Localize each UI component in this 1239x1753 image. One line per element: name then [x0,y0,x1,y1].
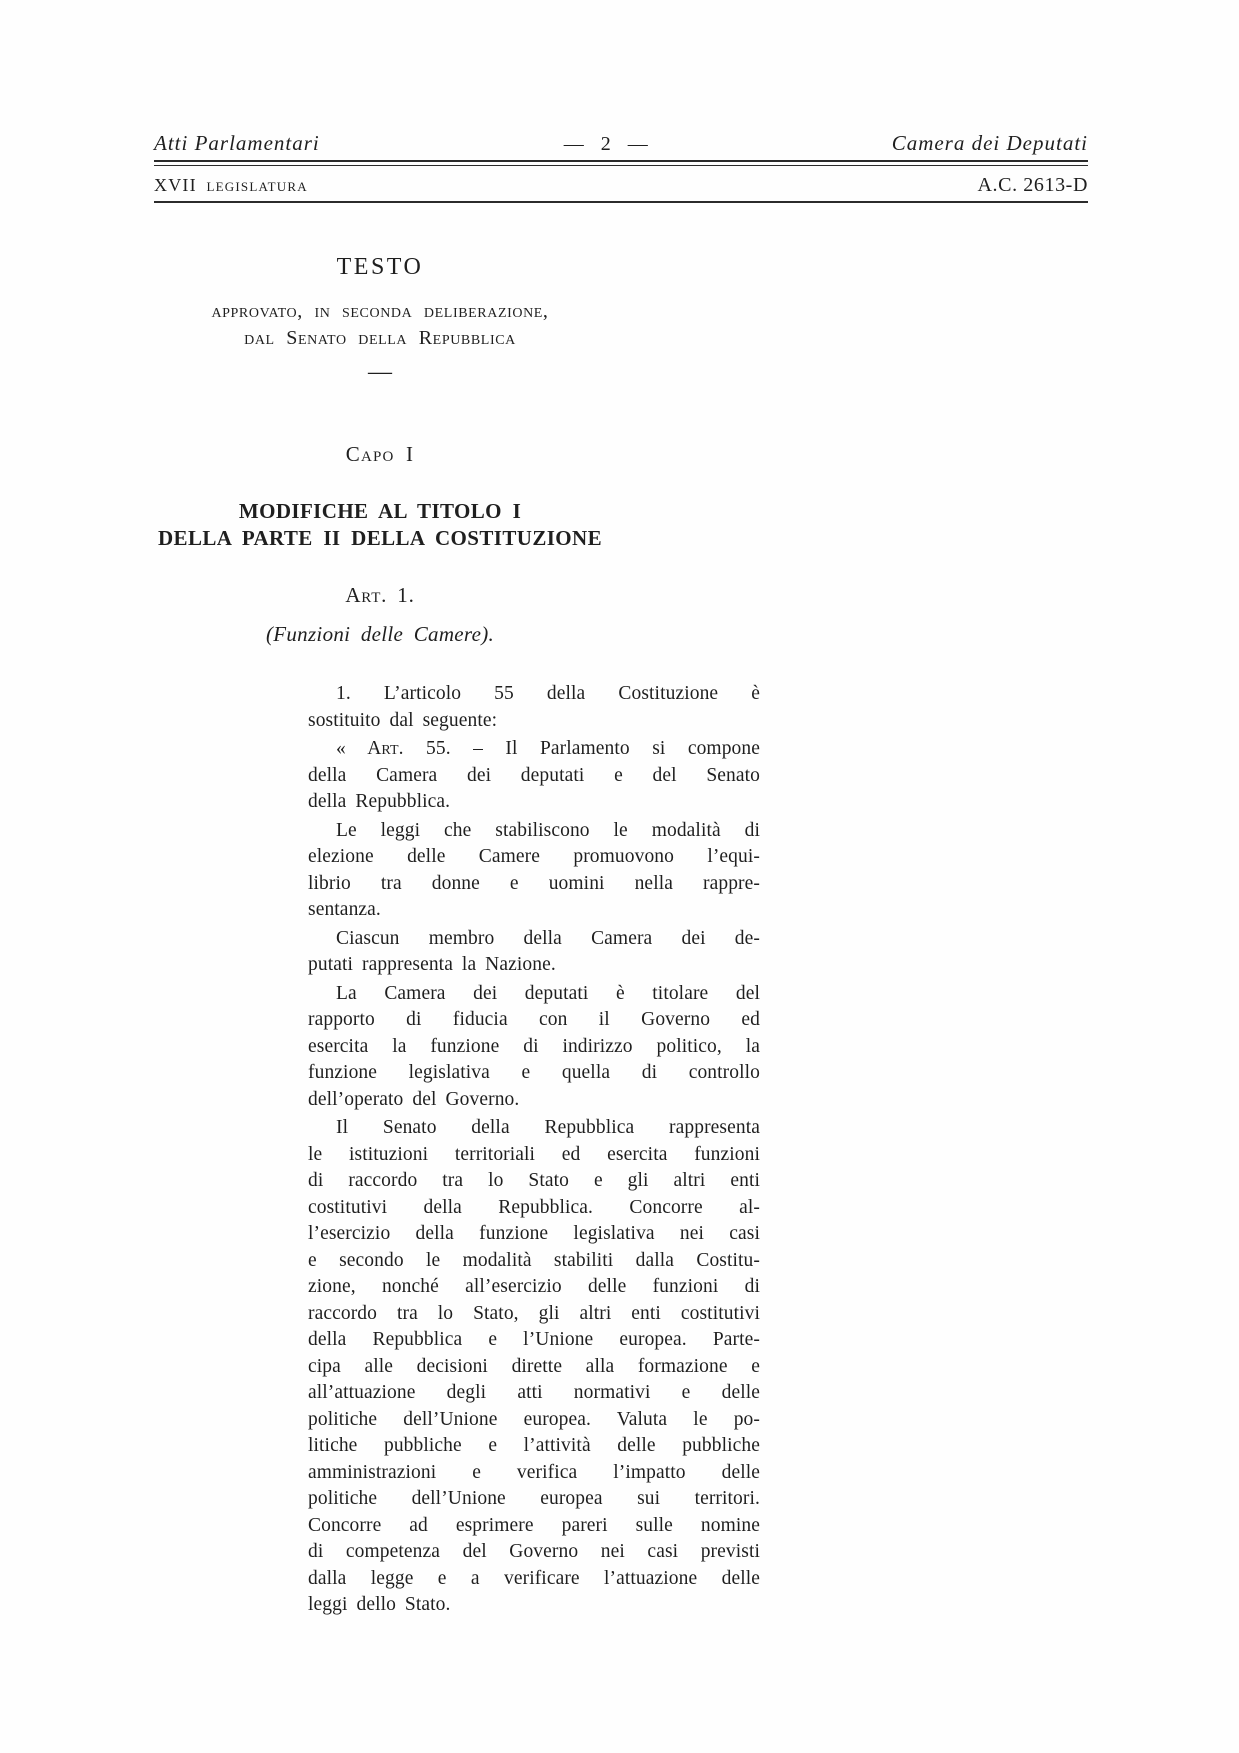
body-line: litiche pubbliche e l’attività delle pubbliche [308,1435,760,1456]
paragraph [308,981,760,1114]
article-subject: (Funzioni delle Camere). [265,622,495,646]
page-number-dash-left: — [563,133,584,155]
body-line: cipa alle decisioni dirette alla formazione e [308,1355,760,1377]
body-line: putati rappresenta la Nazione. [308,954,556,975]
testo-heading: TESTO [336,254,424,280]
paragraph [308,818,760,924]
body-line: all’attuazione degli atti normativi e delle [308,1382,760,1403]
header-single-rule [154,201,1088,203]
body-line: di raccordo tra lo Stato e gli altri enti [308,1170,760,1191]
page-header [154,131,1088,156]
body-line: La Camera dei deputati è titolare del [336,982,760,1004]
body-line: esercita la funzione di indirizzo politico, la [308,1035,760,1057]
body-line [308,736,760,763]
chapter-title-line-2: DELLA PARTE II DELLA COSTITUZIONE [157,526,603,550]
header-left-title: Atti Parlamentari [154,131,320,155]
body-line: e secondo le modalità stabiliti dalla Costitu- [308,1249,760,1271]
body-line: leggi dello Stato. [308,1594,451,1615]
smallcaps-text: « Art. 55. [336,738,451,759]
paragraph [308,1115,760,1619]
paragraph [308,736,760,816]
article-heading: Art. 1. [345,583,415,607]
page-number-dash-right: — [627,133,648,155]
body-line: Concorre ad esprimere pareri sulle nomine [308,1514,760,1536]
paragraph [308,926,760,979]
body-line: della Camera dei deputati e del Senato [308,764,760,786]
body-line: Il Senato della Repubblica rappresenta [336,1117,760,1138]
header-right-title: Camera dei Deputati [891,131,1088,155]
body-line: funzione legislativa e quella di controllo [308,1062,760,1083]
body-text-segment: – Il Parlamento si compone [450,738,761,759]
body-line: l’esercizio della funzione legislativa nei casi [308,1223,760,1244]
chapter-heading: Capo I [345,442,415,466]
chapter-title [154,498,606,552]
body-text [308,681,760,1621]
page-number: 2 [600,133,611,155]
body-line: di competenza del Governo nei casi previsti [308,1541,760,1562]
body-line: raccordo tra lo Stato, gli altri enti costitutivi [308,1302,760,1324]
body-line: rapporto di fiducia con il Governo ed [308,1009,760,1030]
body-line: elezione delle Camere promuovono l’equi- [308,846,760,867]
body-line: della Repubblica. [308,791,451,812]
chapter-title-line-1: MODIFICHE AL TITOLO I [238,499,522,523]
approval-line-1: approvato, in seconda deliberazione, [211,300,549,322]
body-line: 1. L’articolo 55 della Costituzione è [336,683,760,704]
page-subheader [154,174,1088,197]
body-line: dalla legge e a verificare l’attuazione delle [308,1567,760,1589]
section-divider-dash: — [368,359,392,385]
body-line: dell’operato del Governo. [308,1088,520,1110]
body-line: Le leggi che stabiliscono le modalità di [336,819,760,841]
body-line: della Repubblica e l’Unione europea. Parte- [308,1329,760,1350]
body-line: costitutivi della Repubblica. Concorre al- [308,1196,760,1218]
body-line: politiche dell’Unione europea. Valuta le po- [308,1408,760,1430]
approval-line-2: dal Senato della Repubblica [244,327,516,349]
body-line: sostituito dal seguente: [308,709,498,731]
body-line: Ciascun membro della Camera dei de- [336,927,760,949]
page-number-block [564,133,648,156]
body-line: politiche dell’Unione europea sui territori. [308,1488,760,1509]
header-double-rule [154,160,1088,166]
body-line: le istituzioni territoriali ed esercita funzioni [308,1143,760,1165]
legislature-label: XVII legislatura [154,175,308,195]
paragraph [308,681,760,734]
body-line: sentanza. [308,899,381,920]
body-line: zione, nonché all’esercizio delle funzioni di [308,1276,760,1297]
body-line: amministrazioni e verifica l’impatto delle [308,1461,760,1483]
act-number: A.C. 2613-D [977,174,1088,196]
body-line: librio tra donne e uomini nella rappre- [308,872,760,894]
